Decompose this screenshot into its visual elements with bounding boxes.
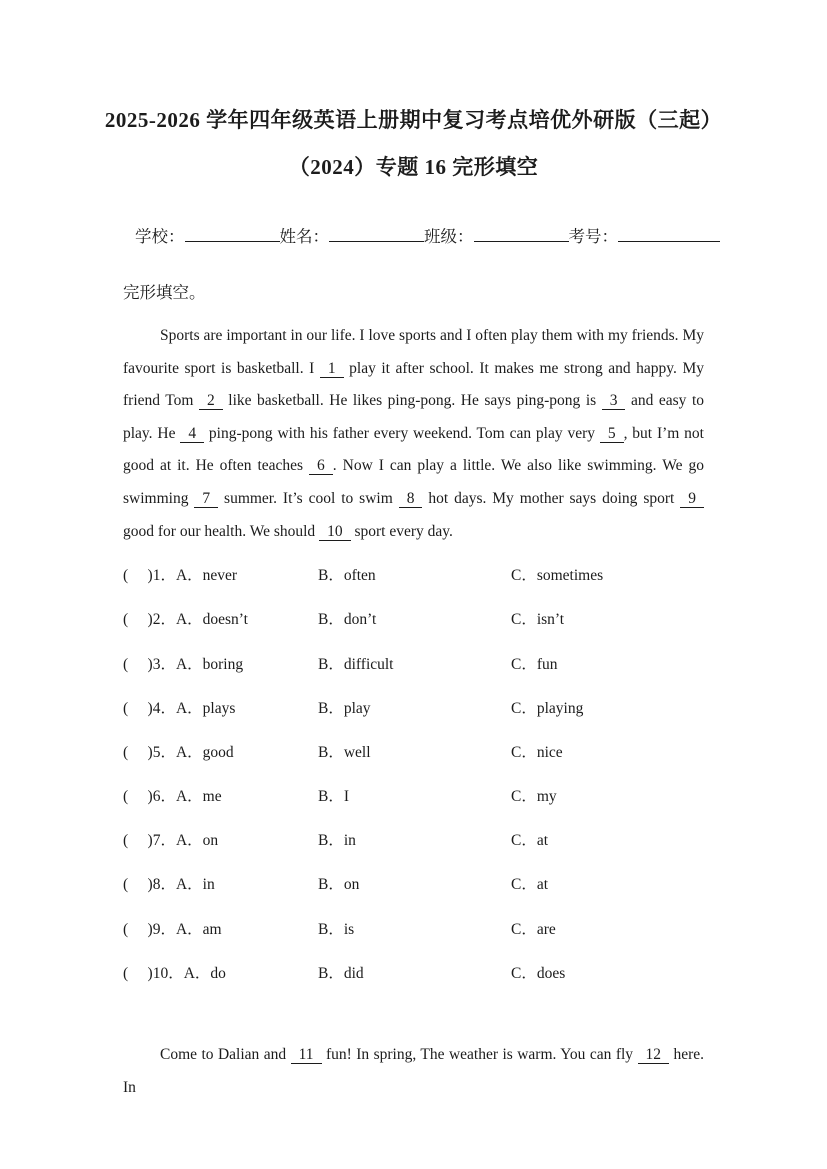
passage-text: summer. It’s cool to swim (218, 489, 399, 507)
passage-text: play it after school. It makes me strong and happy. My friend Tom (123, 359, 704, 410)
option-9-c: C．are (511, 920, 556, 938)
passage-text: hot days. My mother says doing sport (422, 489, 681, 507)
option-row-2 (123, 610, 743, 654)
passage-text: Sports are important in our life. I love sports and I often play them with my friends. My favourite sport is basketball. I (123, 327, 704, 377)
option-8-a: ( )8．A．in (123, 876, 215, 894)
option-row-8 (123, 875, 743, 919)
exam-number-blank (618, 241, 720, 242)
cloze-options-list (123, 566, 743, 1008)
cloze-blank-9: 9 (680, 490, 704, 508)
option-3-b: B．difficult (318, 655, 394, 673)
option-5-c: C．nice (511, 743, 563, 761)
passage-text: good for our health. We should (123, 522, 320, 540)
class-label: 班级： (424, 227, 474, 246)
document-title-line2: （2024）专题 16 完形填空 (288, 155, 539, 179)
passage-text: here. In (123, 1046, 704, 1096)
option-4-c: C．playing (511, 699, 584, 717)
option-7-c: C．at (511, 832, 549, 850)
option-1-b: B．often (318, 567, 376, 585)
exam-number-label: 考号： (568, 227, 618, 246)
option-2-b: B．don’t (318, 611, 377, 629)
cloze-passage-2 (123, 1039, 704, 1104)
option-2-a: ( )2．A．doesn’t (123, 611, 248, 629)
option-row-5 (123, 743, 743, 787)
school-blank (185, 241, 280, 242)
option-row-6 (123, 787, 743, 831)
class-field (424, 223, 569, 247)
option-5-b: B．well (318, 743, 371, 761)
school-field (135, 223, 280, 247)
cloze-blank-2: 2 (199, 392, 223, 410)
name-blank (329, 241, 424, 242)
passage-text: sport every day. (350, 522, 453, 540)
option-row-1 (123, 566, 743, 610)
option-8-c: C．at (511, 876, 549, 894)
cloze-passage-1 (123, 320, 704, 548)
option-4-a: ( )4．A．plays (123, 699, 236, 717)
cloze-blank-3: 3 (602, 392, 626, 410)
option-9-a: ( )9．A．am (123, 920, 222, 938)
option-10-c: C．does (511, 964, 566, 982)
option-2-c: C．isn’t (511, 611, 565, 629)
document-title-line1: 2025-2026 学年四年级英语上册期中复习考点培优外研版（三起） (104, 108, 723, 132)
option-4-b: B．play (318, 699, 371, 717)
option-row-4 (123, 699, 743, 743)
option-3-a: ( )3．A．boring (123, 655, 244, 673)
passage-text: like basketball. He likes ping-pong. He says ping-pong is (222, 392, 602, 410)
option-9-b: B．is (318, 920, 355, 938)
option-row-7 (123, 831, 743, 875)
option-10-a: ( )10．A．do (123, 964, 226, 982)
school-label: 学校： (135, 227, 185, 246)
option-3-c: C．fun (511, 655, 558, 673)
option-row-9 (123, 920, 743, 964)
cloze-blank-11: 11 (291, 1046, 322, 1064)
option-10-b: B．did (318, 964, 364, 982)
cloze-blank-6: 6 (309, 457, 333, 475)
exam-number-field (569, 223, 721, 247)
cloze-blank-5: 5 (600, 425, 624, 443)
cloze-blank-1: 1 (320, 360, 344, 378)
passage-text: ping-pong with his father every weekend. Tom can play very (204, 424, 600, 442)
name-label: 姓名： (279, 227, 329, 246)
option-6-c: C．my (511, 788, 557, 806)
class-blank (474, 241, 569, 242)
name-field (280, 223, 425, 247)
option-6-a: ( )6．A．me (123, 788, 222, 806)
passage-text: Come to Dalian and (160, 1046, 291, 1064)
passage-text: fun! In spring, The weather is warm. You can fly (321, 1046, 638, 1064)
option-1-c: C．sometimes (511, 567, 604, 585)
cloze-blank-10: 10 (319, 523, 351, 541)
option-6-b: B．I (318, 788, 350, 806)
option-1-a: ( )1．A．never (123, 567, 238, 585)
option-5-a: ( )5．A．good (123, 743, 234, 761)
student-info-line (135, 223, 695, 247)
document-title (60, 97, 767, 191)
option-row-10 (123, 964, 743, 1008)
passage-text: , but I’m not good at it. He often teaches (123, 424, 704, 475)
section-label: 完形填空。 (123, 283, 206, 302)
option-8-b: B．on (318, 876, 360, 894)
passage-text: . Now I can play a little. We also like swimming. We go swimming (123, 457, 704, 507)
option-row-3 (123, 655, 743, 699)
cloze-blank-7: 7 (194, 490, 218, 508)
cloze-blank-4: 4 (180, 425, 204, 443)
passage-text: and easy to play. He (123, 392, 705, 442)
option-7-b: B．in (318, 832, 356, 850)
cloze-blank-12: 12 (638, 1046, 670, 1064)
cloze-blank-8: 8 (399, 490, 423, 508)
option-7-a: ( )7．A．on (123, 832, 219, 850)
